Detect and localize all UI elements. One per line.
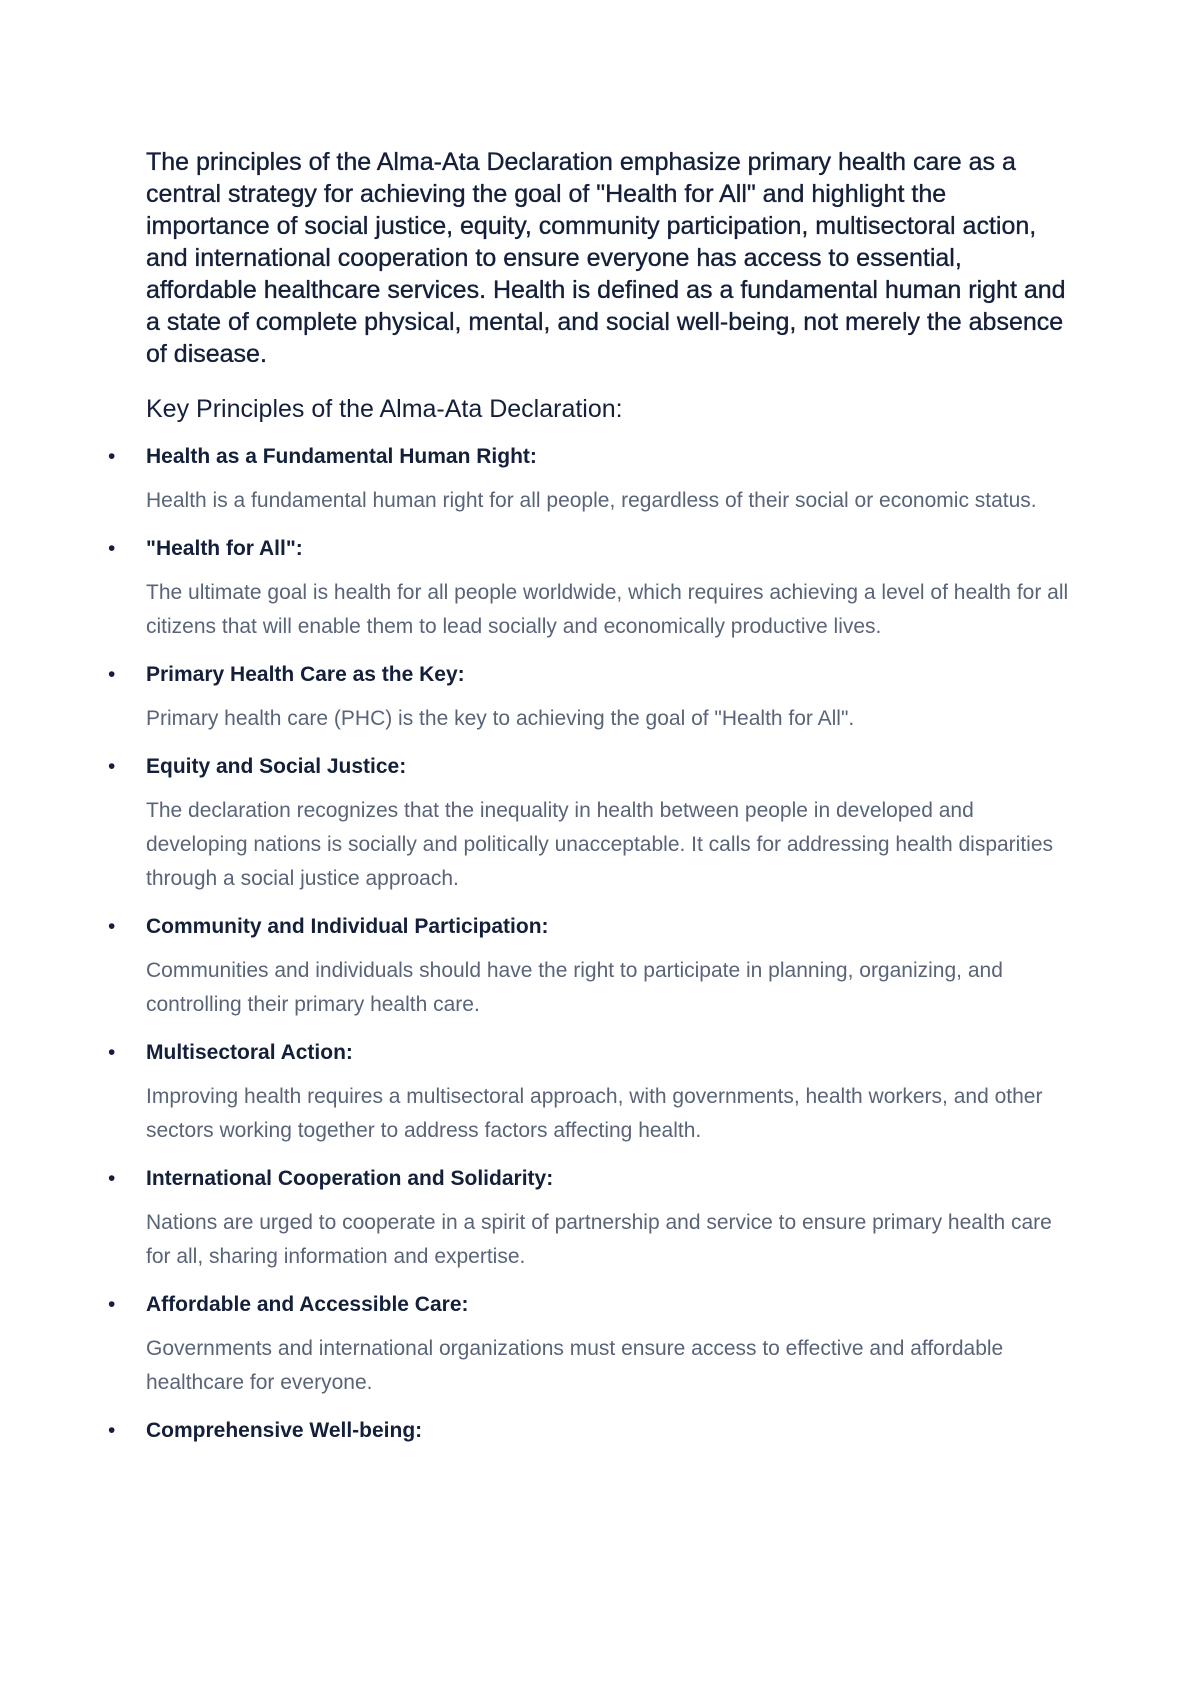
bullet-icon: • (108, 537, 116, 560)
principle-title: Equity and Social Justice: (146, 755, 407, 778)
bullet-icon: • (108, 915, 116, 938)
principle-description: Health is a fundamental human right for all people, regardless of their social or economic status. (146, 489, 1037, 512)
principle-description: The declaration recognizes that the inequality in health between people in developed and developing nations is socially and politically unacceptable. It calls for addressing health disparities through a social justice approach. (146, 799, 1054, 890)
bullet-icon: • (108, 1293, 116, 1316)
principle-item (108, 1414, 1076, 1448)
principle-item (108, 1036, 1076, 1148)
document-content (108, 146, 1076, 1462)
principle-title: Multisectoral Action: (146, 1041, 353, 1064)
principle-title: International Cooperation and Solidarity: (146, 1167, 554, 1190)
principles-list (108, 440, 1076, 1448)
principle-title: Health as a Fundamental Human Right: (146, 445, 537, 468)
bullet-icon: • (108, 663, 116, 686)
principle-description: The ultimate goal is health for all people worldwide, which requires achieving a level of health for all citizens that will enable them to lead socially and economically productive lives. (146, 581, 1069, 638)
bullet-icon: • (108, 1419, 116, 1442)
key-principles-heading: Key Principles of the Alma-Ata Declaration: (146, 395, 623, 423)
intro-paragraph: The principles of the Alma-Ata Declaration emphasize primary health care as a central strategy for achieving the goal of "Health for All" and highlight the importance of social justice, equity, community participation, multisectoral action, and international cooperation to ensure everyone has access to essential, affordable healthcare services. Health is defined as a fundamental human right and a state of complete physical, mental, and social well-being, not merely the absence of disease. (146, 148, 1066, 368)
principle-item (108, 658, 1076, 736)
bullet-icon: • (108, 755, 116, 778)
principle-item (108, 1288, 1076, 1400)
principle-item (108, 532, 1076, 644)
principle-item (108, 750, 1076, 896)
principle-item (108, 910, 1076, 1022)
bullet-icon: • (108, 1041, 116, 1064)
principle-title: "Health for All": (146, 537, 303, 560)
principle-item (108, 1162, 1076, 1274)
principle-item (108, 440, 1076, 518)
bullet-icon: • (108, 1167, 116, 1190)
principle-title: Comprehensive Well-being: (146, 1419, 423, 1442)
principle-description: Improving health requires a multisectoral approach, with governments, health workers, and other sectors working together to address factors affecting health. (146, 1085, 1043, 1142)
principle-description: Governments and international organizations must ensure access to effective and affordable healthcare for everyone. (146, 1337, 1004, 1394)
principle-title: Affordable and Accessible Care: (146, 1293, 469, 1316)
principle-title: Primary Health Care as the Key: (146, 663, 465, 686)
principle-description: Primary health care (PHC) is the key to achieving the goal of "Health for All". (146, 707, 855, 730)
principle-description: Nations are urged to cooperate in a spirit of partnership and service to ensure primary health care for all, sharing information and expertise. (146, 1211, 1052, 1268)
principle-title: Community and Individual Participation: (146, 915, 549, 938)
principle-description: Communities and individuals should have the right to participate in planning, organizing, and controlling their primary health care. (146, 959, 1003, 1016)
bullet-icon: • (108, 445, 116, 468)
